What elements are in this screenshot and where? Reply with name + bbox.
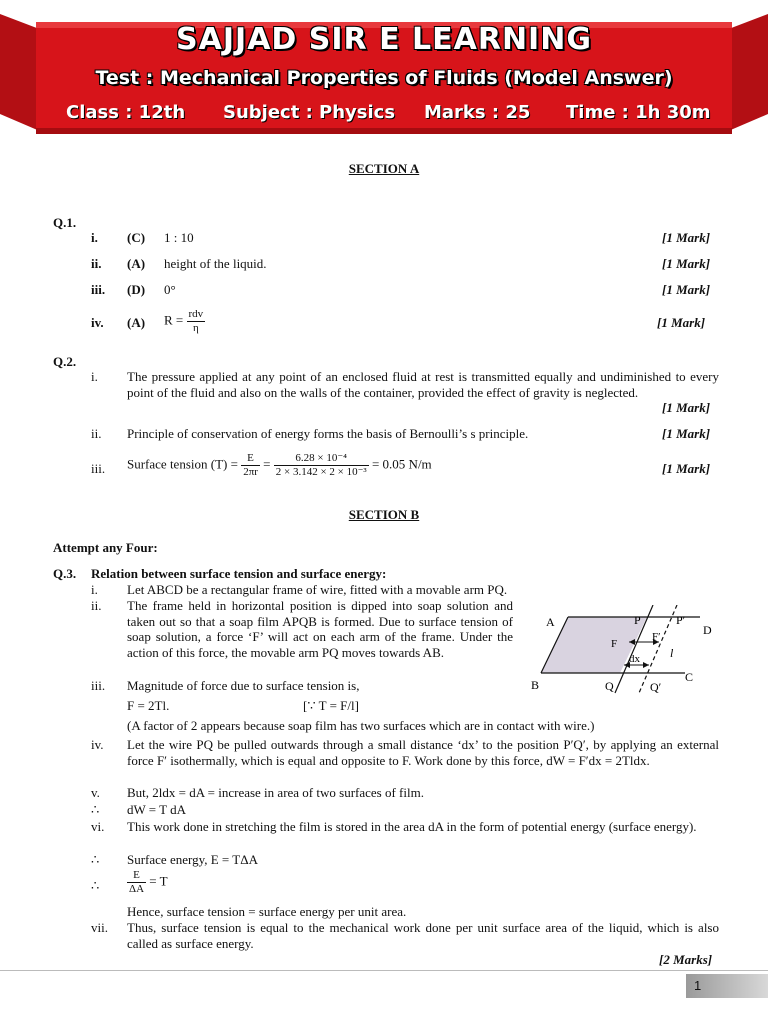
q3-v-text: But, 2ldx = dA = increase in area of two surfaces of film. bbox=[127, 785, 424, 800]
q1-label: Q.1. bbox=[53, 215, 77, 230]
therefore-3-equation bbox=[127, 869, 168, 896]
frame-diagram bbox=[525, 605, 725, 697]
marks-label: Marks : 25 bbox=[424, 102, 531, 123]
label-f: F bbox=[611, 638, 618, 650]
q1-iv-mark: [1 Mark] bbox=[657, 315, 706, 330]
q3-i-text: Let ABCD be a rectangular frame of wire, fitted with a movable arm PQ. bbox=[127, 582, 508, 597]
q3-iv-text: Let the wire PQ be pulled outwards through a small distance ‘dx’ to the position P′Q′, by applying an external force F′ isothermally, which is equal and opposite to F. Work done by this force, dW = F′dx = 2Tldx. bbox=[127, 737, 719, 768]
q2-iii-f1-numerator: E bbox=[241, 452, 260, 466]
footer-divider bbox=[0, 970, 768, 971]
q1-iv-fraction bbox=[187, 308, 206, 335]
q2-ii-mark: [1 Mark] bbox=[662, 426, 711, 441]
q3-iii-num: iii. bbox=[91, 678, 106, 693]
q2-i-text: The pressure applied at any point of an enclosed fluid at rest is transmitted equally and undiminished to every point of the fluid and also on the walls of the container, provided the effect of gravity is neglected. bbox=[127, 369, 719, 400]
subject-label: Subject : Physics bbox=[223, 102, 396, 123]
q1-iii-mark: [1 Mark] bbox=[662, 282, 711, 297]
q3-mark: [2 Marks] bbox=[659, 952, 713, 967]
label-q: Q bbox=[605, 679, 614, 693]
label-b: B bbox=[531, 678, 540, 692]
q1-ii-num: ii. bbox=[91, 256, 102, 271]
q1-iv-option: (A) bbox=[127, 315, 146, 330]
therefore-1-text: dW = T dA bbox=[127, 802, 186, 817]
surface-energy-rhs: = T bbox=[149, 873, 168, 889]
q2-iii-num: iii. bbox=[91, 461, 106, 476]
q1-i-num: i. bbox=[91, 230, 98, 245]
q3-ii-text: The frame held in horizontal position is dipped into soap solution and taken out so that a soap film APQB is formed. Due to surface tension of soap solution, a force ‘F’ will act on each arm of the frame. Under the action of this force, the movable arm PQ moves towards AB. bbox=[127, 598, 513, 660]
page-number-box bbox=[686, 974, 768, 998]
class-label: Class : 12th bbox=[66, 102, 186, 123]
q3-iii-eq2: [∵ T = F/l] bbox=[303, 698, 359, 713]
q2-ii-num: ii. bbox=[91, 426, 102, 441]
q3-iii-eq1: F = 2Tl. bbox=[127, 698, 170, 713]
q3-i-num: i. bbox=[91, 582, 98, 597]
q1-ii-option: (A) bbox=[127, 256, 146, 271]
q1-iii-option: (D) bbox=[127, 282, 146, 297]
q1-iii-num: iii. bbox=[91, 282, 106, 297]
q3-iv-num: iv. bbox=[91, 737, 104, 752]
q1-iv-answer bbox=[164, 308, 205, 335]
q1-ii-mark: [1 Mark] bbox=[662, 256, 711, 271]
q2-iii-equation bbox=[127, 452, 432, 479]
q3-vi-text: This work done in stretching the film is stored in the area dA in the form of potential energy (surface energy). bbox=[127, 819, 697, 834]
therefore-2: ∴ bbox=[91, 852, 100, 867]
q3-iii-text: Magnitude of force due to surface tension is, bbox=[127, 678, 360, 693]
surface-energy-fraction bbox=[127, 869, 146, 896]
section-b-heading: SECTION B bbox=[348, 507, 420, 522]
q2-iii-lhs: Surface tension (T) = bbox=[127, 456, 238, 472]
q3-label: Q.3. bbox=[53, 566, 77, 581]
q2-i-num: i. bbox=[91, 369, 98, 384]
label-l: l bbox=[670, 646, 674, 660]
q3-vii-text: Thus, surface tension is equal to the mechanical work done per unit surface area of the liquid, which is also called as surface energy. bbox=[127, 920, 719, 951]
surface-energy-denominator: ΔA bbox=[129, 883, 145, 895]
q1-iv-denominator: η bbox=[192, 322, 199, 334]
q1-i-mark: [1 Mark] bbox=[662, 230, 711, 245]
q2-iii-mark: [1 Mark] bbox=[662, 461, 711, 476]
q2-i-mark: [1 Mark] bbox=[662, 400, 711, 415]
q1-i-answer: 1 : 10 bbox=[164, 230, 194, 245]
q3-iii-note: (A factor of 2 appears because soap film has two surfaces which are in contact with wire.) bbox=[127, 718, 595, 733]
label-q-prime: Q′ bbox=[650, 680, 662, 694]
q3-title: Relation between surface tension and surface energy: bbox=[91, 566, 387, 581]
banner-title: SAJJAD SIR E LEARNING bbox=[176, 22, 592, 57]
label-p-prime: P′ bbox=[676, 613, 686, 627]
surface-energy-numerator: E bbox=[127, 869, 146, 883]
label-a: A bbox=[546, 615, 555, 629]
attempt-instruction: Attempt any Four: bbox=[53, 540, 158, 555]
label-f-prime: F′ bbox=[652, 631, 661, 643]
therefore-3: ∴ bbox=[91, 878, 100, 893]
q3-vii-num: vii. bbox=[91, 920, 108, 935]
q1-iv-num: iv. bbox=[91, 315, 104, 330]
q2-ii-text: Principle of conservation of energy forms the basis of Bernoulli’s s principle. bbox=[127, 426, 529, 441]
q1-iii-answer: 0° bbox=[164, 282, 176, 297]
label-d: D bbox=[703, 623, 712, 637]
q2-iii-f2-numerator: 6.28 × 10⁻⁴ bbox=[274, 452, 369, 466]
time-label: Time : 1h 30m bbox=[566, 102, 711, 123]
q2-iii-fraction-1 bbox=[241, 452, 260, 479]
q1-i-option: (C) bbox=[127, 230, 146, 245]
q2-iii-f2-denominator: 2 × 3.142 × 2 × 10⁻³ bbox=[275, 466, 367, 478]
label-dx: dx bbox=[629, 653, 640, 665]
q2-iii-result: = 0.05 N/m bbox=[371, 456, 432, 472]
q2-label: Q.2. bbox=[53, 354, 77, 369]
q1-iv-lhs: R = bbox=[164, 312, 184, 328]
hence-text: Hence, surface tension = surface energy per unit area. bbox=[127, 904, 407, 919]
q2-iii-fraction-2 bbox=[274, 452, 369, 479]
therefore-2-text: Surface energy, E = TΔA bbox=[127, 852, 258, 867]
header-banner bbox=[0, 0, 768, 140]
label-p: P bbox=[634, 613, 641, 627]
q2-iii-equals: = bbox=[263, 456, 271, 472]
section-a-heading: SECTION A bbox=[348, 161, 420, 176]
therefore-1: ∴ bbox=[91, 802, 100, 817]
q3-v-num: v. bbox=[91, 785, 100, 800]
q3-vi-num: vi. bbox=[91, 819, 105, 834]
q3-ii-num: ii. bbox=[91, 598, 102, 613]
q1-iv-numerator: rdv bbox=[188, 308, 204, 320]
page-number: 1 bbox=[694, 978, 702, 993]
label-c: C bbox=[685, 670, 694, 684]
banner-subtitle: Test : Mechanical Properties of Fluids (Model Answer) bbox=[95, 67, 673, 89]
q2-iii-f1-denominator: 2πr bbox=[243, 466, 258, 478]
q1-ii-answer: height of the liquid. bbox=[164, 256, 267, 271]
